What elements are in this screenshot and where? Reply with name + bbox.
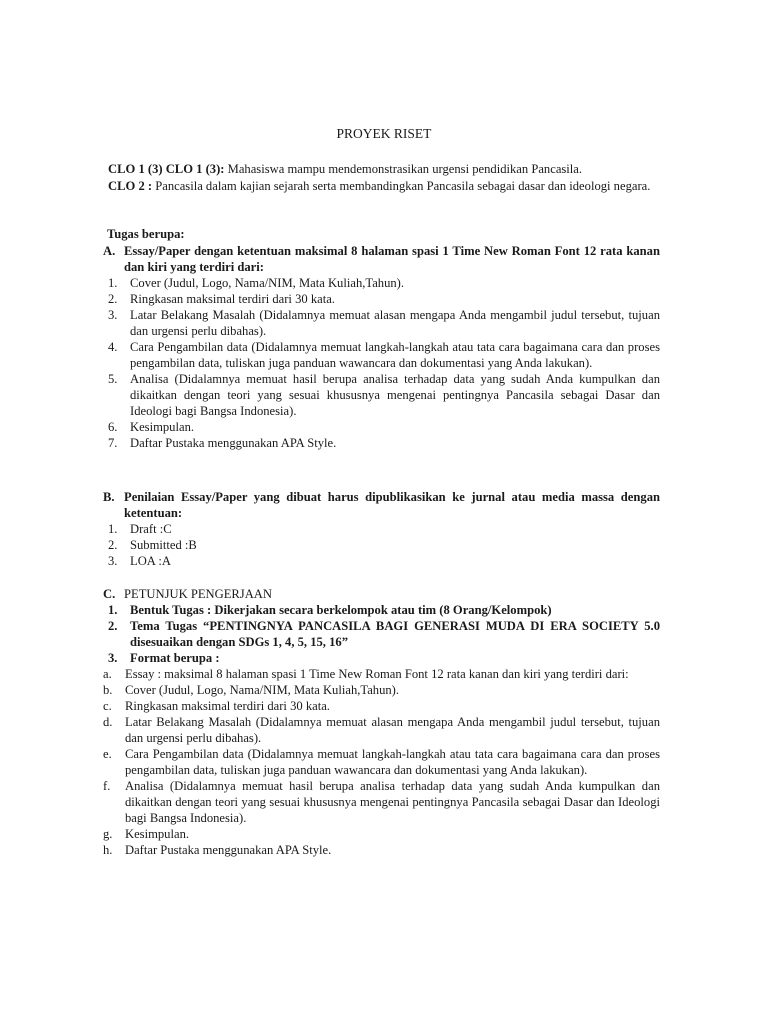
clo-1-line	[108, 161, 660, 177]
sublist-item-letter: c.	[103, 699, 112, 713]
list-item	[103, 291, 660, 307]
list-item-text: Daftar Pustaka menggunakan APA Style.	[130, 436, 337, 450]
list-item-text: Bentuk Tugas : Dikerjakan secara berkelompok atau tim (8 Orang/Kelompok)	[130, 603, 552, 617]
list-item-text: Analisa (Didalamnya memuat hasil berupa analisa terhadap data yang sudah Anda kumpulkan dan dikaitkan dengan teori yang sesuai khususnya mengenai pentingnya Pancasila sebagai Dasar dan Ideologi bagi Bangsa Indonesia).	[130, 372, 660, 418]
list-item-text: Submitted :B	[130, 538, 197, 552]
list-item-number: 7.	[108, 436, 118, 450]
list-item-number: 1.	[108, 603, 118, 617]
sublist-item	[103, 714, 660, 746]
sublist-item-text: Cover (Judul, Logo, Nama/NIM, Mata Kuliah,Tahun).	[125, 683, 400, 697]
list-item-number: 5.	[108, 372, 118, 386]
list-item	[103, 371, 660, 419]
list-item-text: Latar Belakang Masalah (Didalamnya memuat alasan mengapa Anda mengambil judul tersebut, tujuan dan urgensi perlu dibahas).	[130, 308, 660, 338]
section-a-letter: A.	[103, 244, 116, 258]
section-b-letter: B.	[103, 490, 115, 504]
sublist-item-letter: e.	[103, 747, 112, 761]
list-item-number: 3.	[108, 651, 118, 665]
list-item	[103, 521, 660, 537]
sublist-item	[103, 698, 660, 714]
list-item-number: 2.	[108, 538, 118, 552]
clo-1-text: Mahasiswa mampu mendemonstrasikan urgensi pendidikan Pancasila.	[224, 162, 583, 176]
section-b-heading: Penilaian Essay/Paper yang dibuat harus dipublikasikan ke jurnal atau media massa dengan ketentuan:	[124, 490, 660, 520]
section-c-heading: PETUNJUK PENGERJAAN	[124, 587, 272, 601]
sublist-item-text: Essay : maksimal 8 halaman spasi 1 Time New Roman Font 12 rata kanan dan kiri yang terdiri dari:	[125, 667, 629, 681]
section-a-list	[103, 275, 660, 451]
sublist-item	[103, 842, 660, 858]
list-item-number: 1.	[108, 522, 118, 536]
section-c-letter: C.	[103, 587, 116, 601]
sublist-item-text: Latar Belakang Masalah (Didalamnya memuat alasan mengapa Anda mengambil judul tersebut, tujuan dan urgensi perlu dibahas).	[125, 715, 660, 745]
sublist-item-text: Ringkasan maksimal terdiri dari 30 kata.	[125, 699, 330, 713]
list-item-text: Kesimpulan.	[130, 420, 195, 434]
sublist-item-letter: h.	[103, 843, 113, 857]
list-item	[103, 537, 660, 553]
list-item-text: Ringkasan maksimal terdiri dari 30 kata.	[130, 292, 335, 306]
list-item	[103, 339, 660, 371]
sublist-item-letter: f.	[103, 779, 111, 793]
tugas-label: Tugas berupa:	[107, 227, 185, 241]
list-item-number: 1.	[108, 276, 118, 290]
sublist-item-text: Cara Pengambilan data (Didalamnya memuat langkah-langkah atau tata cara bagaimana cara dan proses pengambilan data, tuliskan juga panduan wawancara dan dokumentasi yang Anda lakukan).	[125, 747, 660, 777]
list-item	[103, 602, 660, 618]
sublist-item-letter: g.	[103, 827, 113, 841]
list-item-number: 3.	[108, 554, 118, 568]
list-item	[103, 618, 660, 650]
sublist-item-text: Daftar Pustaka menggunakan APA Style.	[125, 843, 332, 857]
sublist-item-text: Kesimpulan.	[125, 827, 190, 841]
sublist-item-text: Analisa (Didalamnya memuat hasil berupa analisa terhadap data yang sudah Anda kumpulkan dan dikaitkan dengan teori yang sesuai khususnya mengenai pentingnya Pancasila sebagai Dasar dan Ideologi bagi Bangsa Indonesia).	[125, 779, 660, 825]
clo-2-label: CLO 2 :	[108, 179, 153, 193]
list-item-number: 2.	[108, 619, 118, 633]
list-item	[103, 419, 660, 435]
clo-2-text: Pancasila dalam kajian sejarah serta membandingkan Pancasila sebagai dasar dan ideologi negara.	[152, 179, 651, 193]
sublist-item-letter: d.	[103, 715, 113, 729]
list-item	[103, 650, 660, 666]
list-item	[103, 435, 660, 451]
sublist-item	[103, 778, 660, 826]
section-a-heading: Essay/Paper dengan ketentuan maksimal 8 halaman spasi 1 Time New Roman Font 12 rata kanan dan kiri yang terdiri dari:	[124, 244, 660, 274]
list-item-number: 4.	[108, 340, 118, 354]
clo-2-line	[108, 178, 660, 194]
sublist-item	[103, 682, 660, 698]
list-item-text: Format berupa :	[130, 651, 220, 665]
section-b-list	[103, 521, 660, 569]
section-c	[103, 586, 660, 858]
list-item-text: LOA :A	[130, 554, 171, 568]
sublist-item	[103, 746, 660, 778]
sublist-item	[103, 826, 660, 842]
list-item-text: Cara Pengambilan data (Didalamnya memuat langkah-langkah atau tata cara bagaimana cara dan proses pengambilan data, tuliskan juga panduan wawancara dan dokumentasi yang Anda lakukan).	[130, 340, 660, 370]
list-item-number: 3.	[108, 308, 118, 322]
list-item-number: 6.	[108, 420, 118, 434]
format-sublist	[103, 666, 660, 858]
section-a	[103, 243, 660, 451]
list-item-text: Draft :C	[130, 522, 172, 536]
sublist-item	[103, 666, 660, 682]
list-item-number: 2.	[108, 292, 118, 306]
section-b	[103, 489, 660, 569]
page-title: PROYEK RISET	[336, 126, 432, 141]
sublist-item-letter: b.	[103, 683, 113, 697]
list-item	[103, 275, 660, 291]
section-c-list	[103, 602, 660, 666]
list-item-text: Tema Tugas “PENTINGNYA PANCASILA BAGI GENERASI MUDA DI ERA SOCIETY 5.0 disesuaikan dengan SDGs 1, 4, 5, 15, 16”	[130, 619, 660, 649]
clo-1-label: CLO 1 (3) CLO 1 (3):	[108, 162, 225, 176]
list-item-text: Cover (Judul, Logo, Nama/NIM, Mata Kuliah,Tahun).	[130, 276, 405, 290]
list-item	[103, 553, 660, 569]
list-item	[103, 307, 660, 339]
sublist-item-letter: a.	[103, 667, 112, 681]
